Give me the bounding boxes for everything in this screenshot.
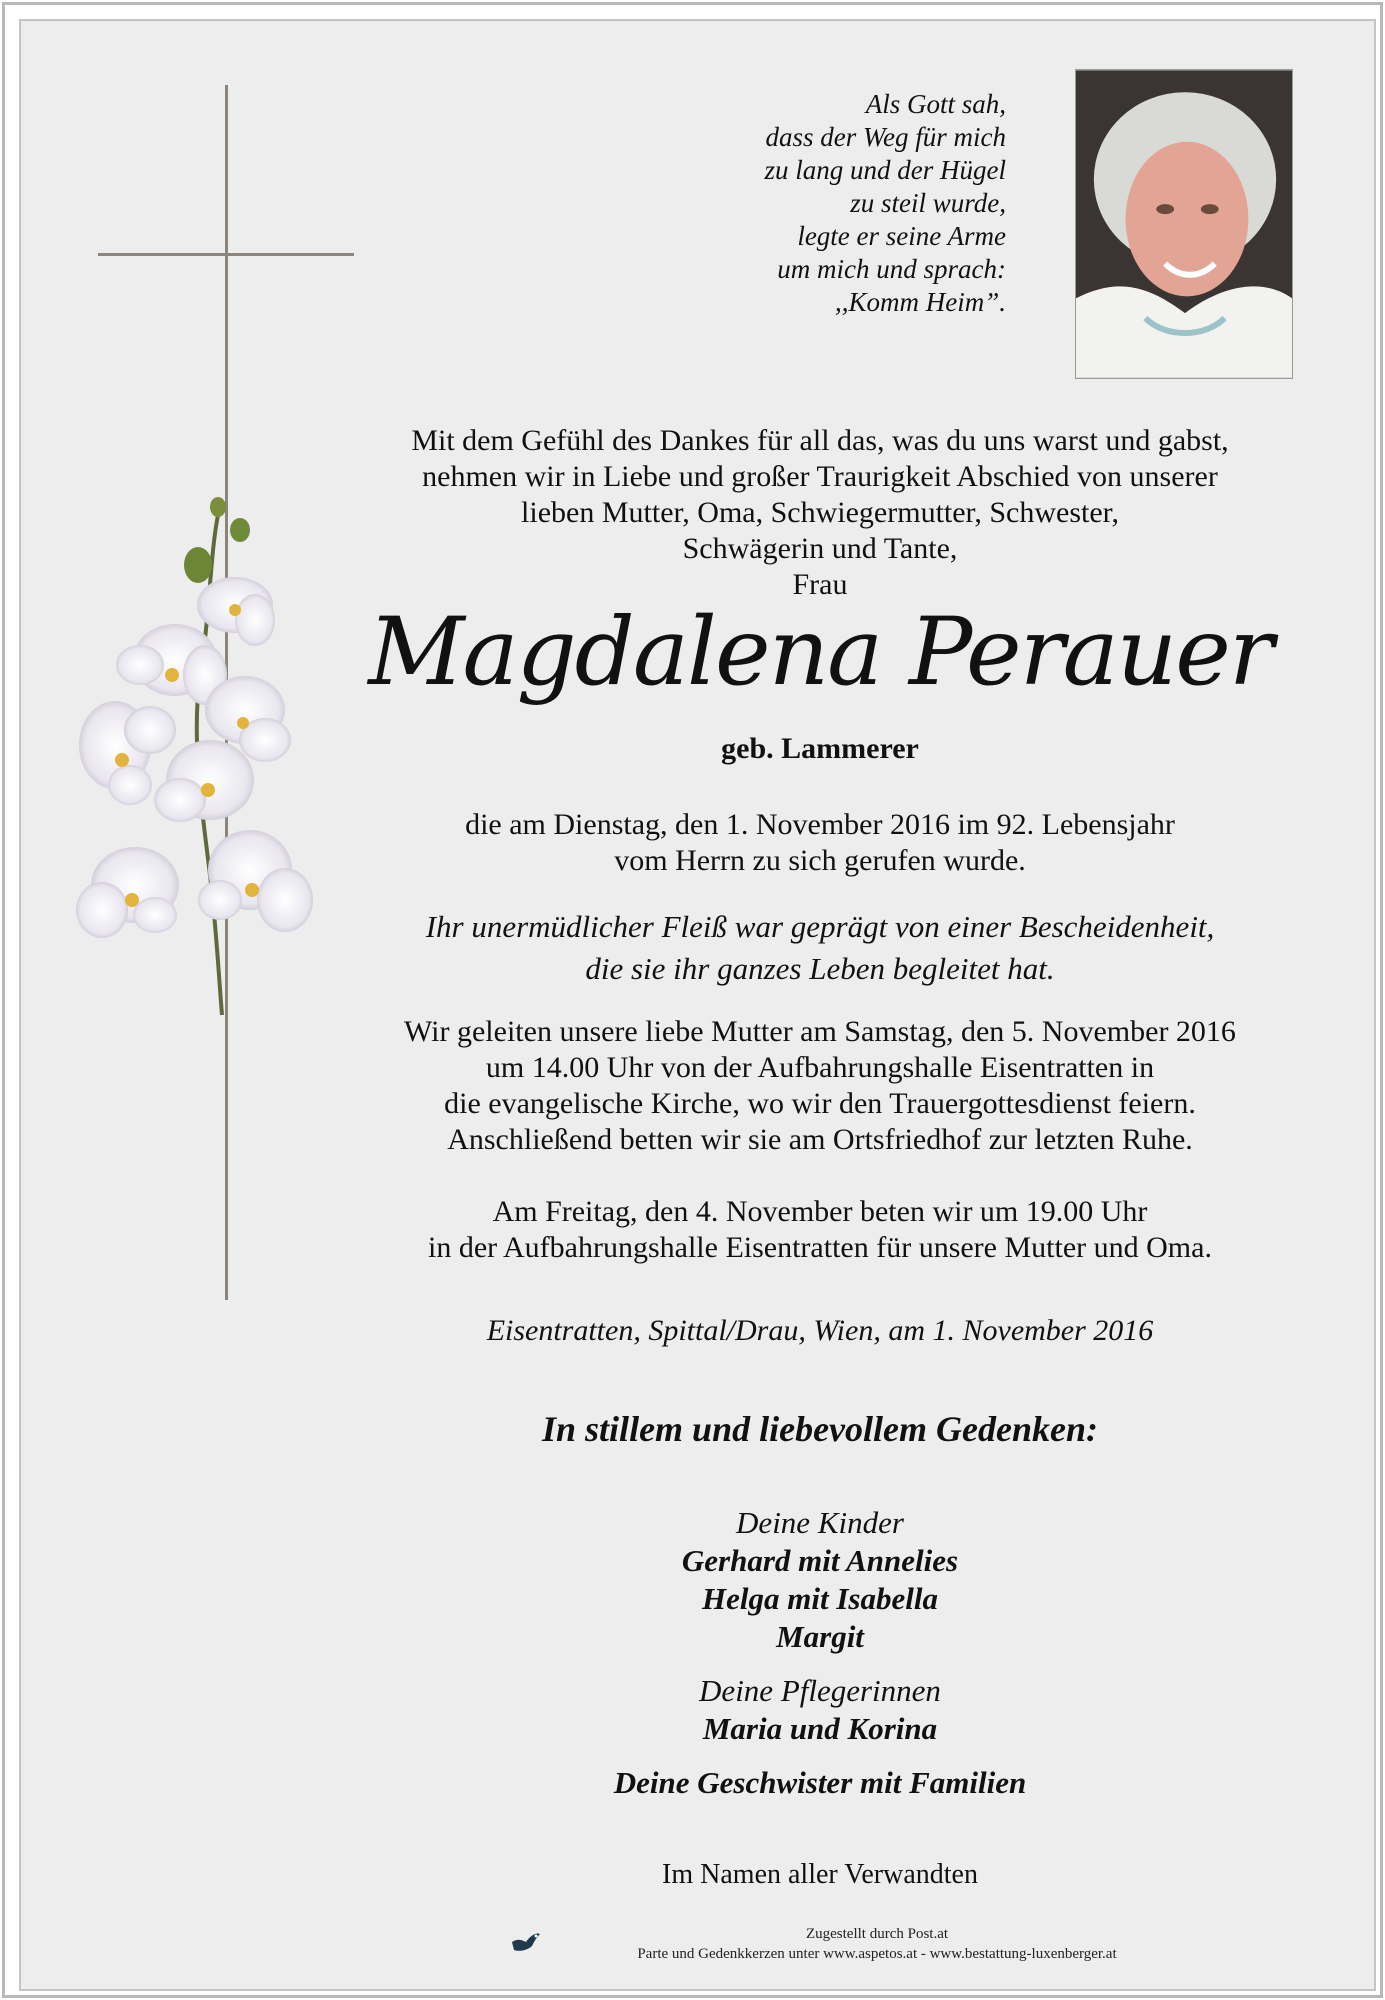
carers-names: Maria und Korina xyxy=(702,1711,938,1746)
place-date: Eisentratten, Spittal/Drau, Wien, am 1. November 2016 xyxy=(486,1314,1154,1347)
footer-line1: Zugestellt durch Post.at xyxy=(805,1926,949,1942)
remembrance-heading: In stillem und liebevollem Gedenken: xyxy=(542,1409,1098,1449)
funeral-details xyxy=(350,1014,1290,1158)
intro-line: Mit dem Gefühl des Dankes für all das, was du uns warst und gabst, xyxy=(411,424,1229,457)
carers-label: Deine Pflegerinnen xyxy=(699,1673,941,1708)
siblings-line: Deine Geschwister mit Familien xyxy=(613,1765,1027,1800)
intro-line: Schwägerin und Tante, xyxy=(682,532,958,565)
dove-icon xyxy=(510,1928,542,1956)
poem-line: zu lang und der Hügel xyxy=(764,155,1006,185)
funeral-line: um 14.00 Uhr von der Aufbahrungshalle Eisentratten in xyxy=(485,1051,1155,1084)
prayer-details xyxy=(350,1194,1290,1266)
child-name: Helga mit Isabella xyxy=(702,1581,938,1616)
child-name: Gerhard mit Annelies xyxy=(681,1543,959,1578)
cross-horizontal-bar xyxy=(98,253,354,256)
tribute-line: Ihr unermüdlicher Fleiß war geprägt von einer Bescheidenheit, xyxy=(425,909,1215,944)
prayer-line: in der Aufbahrungshalle Eisentratten für unsere Mutter und Oma. xyxy=(428,1231,1212,1264)
family-list xyxy=(350,1504,1290,1802)
footer-text xyxy=(552,1924,1202,1964)
poem xyxy=(640,88,1006,319)
intro-line: Frau xyxy=(792,568,848,601)
intro-line: lieben Mutter, Oma, Schwiegermutter, Schwester, xyxy=(521,496,1119,529)
tribute xyxy=(350,906,1290,990)
prayer-line: Am Freitag, den 4. November beten wir um 19.00 Uhr xyxy=(492,1195,1148,1228)
poem-line: legte er seine Arme xyxy=(797,221,1006,251)
deceased-name: Magdalena Perauer xyxy=(368,598,1272,707)
footer-line2: Parte und Gedenkkerzen unter www.aspetos.at - www.bestattung-luxenberger.at xyxy=(637,1946,1117,1962)
portrait-photo xyxy=(1075,69,1293,379)
death-notice xyxy=(350,807,1290,879)
death-notice-line: die am Dienstag, den 1. November 2016 im 92. Lebensjahr xyxy=(465,808,1175,841)
funeral-line: die evangelische Kirche, wo wir den Trauergottesdienst feiern. xyxy=(444,1087,1196,1120)
poem-line: um mich und sprach: xyxy=(777,254,1006,284)
footer xyxy=(510,1924,1230,1970)
poem-line: Als Gott sah, xyxy=(865,89,1006,119)
poem-line: zu steil wurde, xyxy=(850,188,1006,218)
tribute-line: die sie ihr ganzes Leben begleitet hat. xyxy=(585,951,1055,986)
relatives-line: Im Namen aller Verwandten xyxy=(662,1859,978,1890)
children-label: Deine Kinder xyxy=(736,1505,904,1540)
orchid-illustration xyxy=(60,495,330,1025)
intro-paragraph xyxy=(350,423,1290,603)
maiden-name: geb. Lammerer xyxy=(721,732,919,765)
funeral-line: Anschließend betten wir sie am Ortsfriedhof zur letzten Ruhe. xyxy=(447,1123,1193,1156)
funeral-line: Wir geleiten unsere liebe Mutter am Samstag, den 5. November 2016 xyxy=(404,1015,1236,1048)
intro-line: nehmen wir in Liebe und großer Traurigkeit Abschied von unserer xyxy=(422,460,1218,493)
poem-line: dass der Weg für mich xyxy=(765,122,1006,152)
poem-line: ,,Komm Heim”. xyxy=(834,287,1006,317)
child-name: Margit xyxy=(776,1619,864,1654)
death-notice-line: vom Herrn zu sich gerufen wurde. xyxy=(614,844,1026,877)
